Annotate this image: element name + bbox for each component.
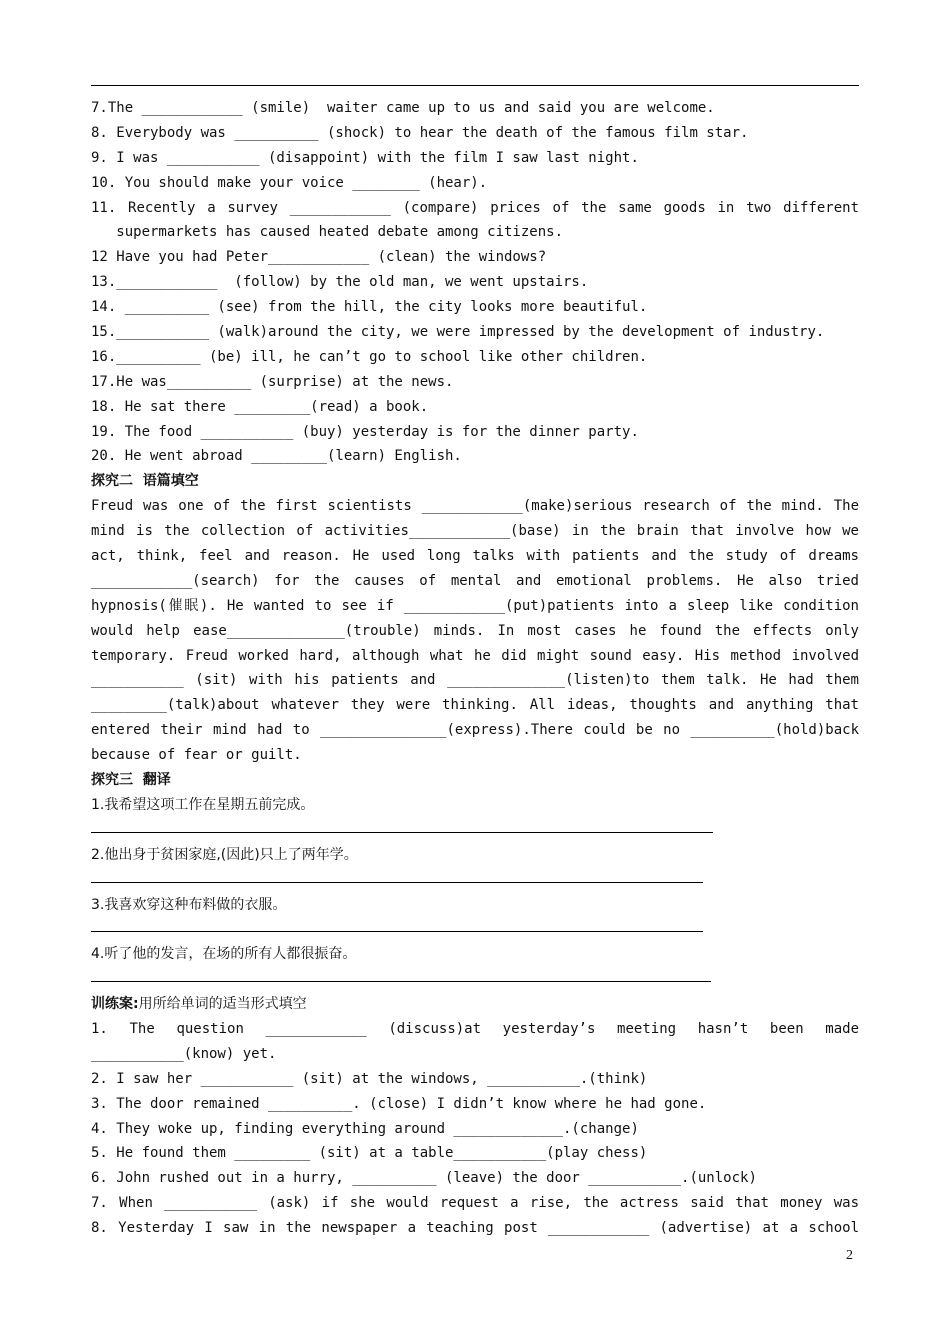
training-label: 训练案: (91, 996, 139, 1013)
exercise-line: 11. Recently a survey ____________ (compare) prices of the same goods in two different (91, 199, 859, 216)
exercise-line: ___________(know) yet. (91, 1045, 277, 1062)
exercise-line: 13.____________ (follow) by the old man, we went upstairs. (91, 274, 589, 291)
passage-line: because of fear or guilt. (91, 747, 302, 764)
exercise-part-1 (91, 96, 859, 469)
passage-line: act, think, feel and reason. He used long talks with patients and the study of dreams (91, 548, 859, 565)
passage-line: ____________(search) for the causes of mental and emotional problems. He also tried (91, 572, 859, 589)
exercise-line: 19. The food ___________ (buy) yesterday is for the dinner party. (91, 423, 639, 440)
exercise-line: 7.The ____________ (smile) waiter came up to us and said you are welcome. (91, 100, 715, 116)
worksheet-content (91, 96, 859, 1241)
exercise-line: 9. I was ___________ (disappoint) with the film I saw last night. (91, 149, 639, 166)
answer-line (91, 967, 859, 992)
header-rule (91, 85, 859, 86)
passage-line: would help ease______________(trouble) minds. In most cases he found the effects only (91, 622, 859, 639)
cloze-passage (91, 494, 859, 768)
page-number: 2 (846, 1248, 853, 1263)
answer-line (91, 818, 859, 843)
translation-item: 2.他出身于贫困家庭,(因此)只上了两年学。 (91, 846, 358, 863)
exercise-line: 14. __________ (see) from the hill, the city looks more beautiful. (91, 299, 648, 316)
exercise-line: 20. He went abroad _________(learn) English. (91, 448, 462, 465)
exercise-line: 7. When ___________ (ask) if she would request a rise, the actress said that money was (91, 1195, 859, 1212)
exercise-line: 2. I saw her ___________ (sit) at the windows, ___________.(think) (91, 1070, 648, 1087)
passage-line: ___________ (sit) with his patients and ______________(listen)to them talk. He had them (91, 672, 859, 689)
exercise-line: 15.___________ (walk)around the city, we were impressed by the development of industry. (91, 324, 825, 341)
exercise-line: 10. You should make your voice ________ (hear). (91, 174, 488, 191)
translation-item: 4.听了他的发言，在场的所有人都很振奋。 (91, 946, 357, 963)
exercise-line: 8. Everybody was __________ (shock) to hear the death of the famous film star. (91, 124, 749, 141)
passage-line: Freud was one of the first scientists ____________(make)serious research of the mind. The (91, 498, 859, 515)
exercise-line: 16.__________ (be) ill, he can’t go to school like other children. (91, 348, 648, 365)
passage-line: _________(talk)about whatever they were thinking. All ideas, thoughts and anything that (91, 697, 859, 714)
section-heading-translation: 探究三 翻译 (91, 772, 171, 789)
section-heading-cloze: 探究二 语篇填空 (91, 473, 199, 490)
passage-line: mind is the collection of activities____________(base) in the brain that involve how we (91, 523, 859, 540)
exercise-line: supermarkets has caused heated debate among citizens. (91, 224, 564, 241)
answer-line (91, 868, 859, 893)
exercise-line: 12 Have you had Peter____________ (clean) the windows? (91, 249, 547, 266)
exercise-line: 4. They woke up, finding everything around _____________.(change) (91, 1120, 639, 1137)
training-exercises (91, 1017, 859, 1241)
exercise-line: 3. The door remained __________. (close) I didn’t know where he had gone. (91, 1095, 707, 1112)
exercise-line: 5. He found them _________ (sit) at a table___________(play chess) (91, 1145, 648, 1162)
exercise-line: 1. The question ____________ (discuss)at yesterday’s meeting hasn’t been made (91, 1020, 859, 1037)
exercise-line: 6. John rushed out in a hurry, __________ (leave) the door ___________.(unlock) (91, 1170, 757, 1187)
passage-line: hypnosis(催眠). He wanted to see if ____________(put)patients into a sleep like condition (91, 597, 859, 614)
exercise-line: 18. He sat there _________(read) a book. (91, 398, 429, 415)
passage-line: entered their mind had to _______________(express).There could be no __________(hold)back (91, 722, 859, 739)
training-heading (91, 992, 859, 1017)
training-instruction: 用所给单词的适当形式填空 (138, 996, 307, 1013)
exercise-line: 17.He was__________ (surprise) at the news. (91, 373, 454, 390)
exercise-line: 8. Yesterday I saw in the newspaper a teaching post ____________ (advertise) at a school (91, 1220, 859, 1237)
translation-item: 3.我喜欢穿这种布料做的衣服。 (91, 896, 287, 913)
answer-line (91, 917, 859, 942)
passage-line: temporary. Freud worked hard, although what he did might sound easy. His method involved (91, 647, 859, 664)
translation-list (91, 793, 859, 992)
translation-item: 1.我希望这项工作在星期五前完成。 (91, 796, 315, 813)
